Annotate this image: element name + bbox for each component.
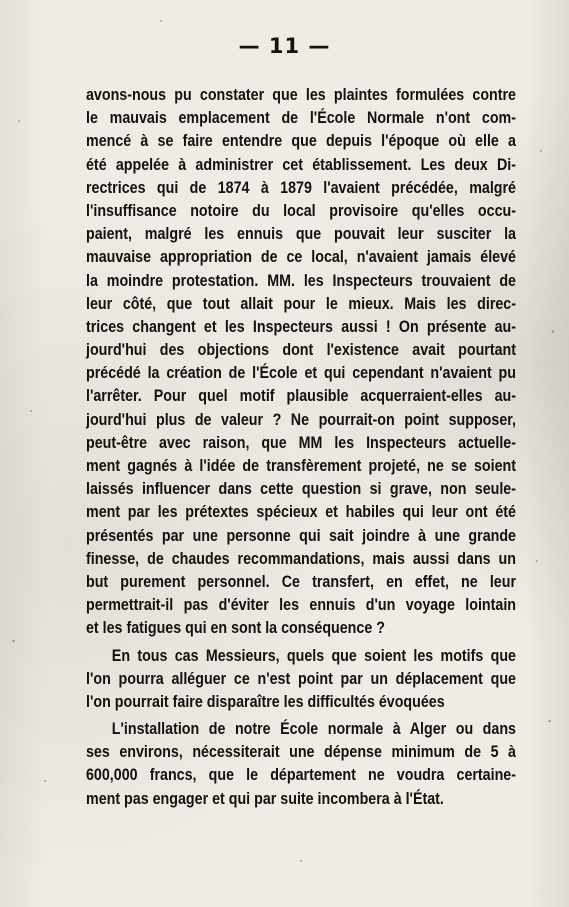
scan-speckle <box>30 410 32 412</box>
text-line: l'on pourrait faire disparaître les difficultés évoquées <box>86 691 445 711</box>
scan-speckle <box>160 20 162 22</box>
text-line: finesse, de chaudes recommandations, mais aussi dans un <box>86 548 516 568</box>
text-line: paient, malgré les ennuis que pouvait leur susciter la <box>86 224 516 244</box>
text-line: L'installation de notre École normale à Alger ou dans <box>111 719 517 739</box>
text-line: ment pas engager et qui par suite incombera à l'État. <box>86 788 444 808</box>
scan-speckle <box>12 640 15 642</box>
text-line: avons-nous pu constater que les plaintes formulées contre <box>86 85 516 104</box>
text-line: mencé à se faire entendre que depuis l'époque où elle a <box>86 131 516 151</box>
text-line: leur côté, que tout allait pour le mieux. Mais les direc- <box>86 293 516 313</box>
text-line: l'arrêter. Pour quel motif plausible acquerraient-elles au- <box>86 386 516 406</box>
text-line: ment gagnés à l'idée de transfèrement projeté, ne se soient <box>86 456 516 475</box>
scan-speckle <box>300 860 302 862</box>
scan-speckle <box>548 720 551 722</box>
text-line: permettrait-il pas d'éviter les ennuis d'un voyage lointain <box>86 595 516 615</box>
text-line: trices changent et les Inspecteurs aussi ! On présente au- <box>86 316 516 336</box>
body-text <box>86 83 516 810</box>
text-line: rectrices qui de 1874 à 1879 l'avaient précédée, malgré <box>86 177 516 197</box>
text-line: la moindre protestation. MM. les Inspecteurs trouvaient de <box>86 270 516 290</box>
text-line: le mauvais emplacement de l'École Normale n'ont com- <box>86 108 516 128</box>
text-line: et les fatigues qui en sont la conséquence ? <box>86 618 385 638</box>
text-line: présentés par une personne qui sait joindre à une grande <box>86 525 516 545</box>
text-line: ment par les prétextes spécieux et habiles qui leur ont été <box>86 502 516 522</box>
text-line: peut-être avec raison, que MM les Inspecteurs actuelle- <box>86 432 516 452</box>
page-number: — 11 — <box>238 34 331 58</box>
text-line: été appelée à administrer cet établissement. Les deux Di- <box>86 154 516 174</box>
scan-speckle <box>44 780 46 782</box>
scan-speckle <box>540 150 542 152</box>
text-line: l'insuffisance notoire du local provisoire qu'elles occu- <box>86 200 516 220</box>
text-line: laissés influencer dans cette question si grave, non seule- <box>86 479 516 499</box>
text-line: ses environs, nécessiterait une dépense minimum de 5 à <box>86 742 516 762</box>
scan-speckle <box>18 120 20 122</box>
scan-speckle <box>536 560 538 562</box>
text-line: précédé la création de l'École et qui cependant n'avaient pu <box>86 363 516 383</box>
text-line: 600,000 francs, que le département ne voudra certaine- <box>86 765 516 785</box>
text-line: but purement personnel. Ce transfert, en effet, ne leur <box>86 571 516 591</box>
scan-speckle <box>552 330 554 333</box>
text-line: mauvaise appropriation de ce local, n'avaient jamais élevé <box>86 247 516 267</box>
text-line: jourd'hui des objections dont l'existence avait pourtant <box>86 340 516 360</box>
text-line: En tous cas Messieurs, quels que soient les motifs que <box>111 645 517 665</box>
text-line: jourd'hui plus de valeur ? Ne pourrait-on point supposer, <box>86 409 516 429</box>
text-line: l'on pourra alléguer ce n'est point par un déplacement que <box>86 668 516 688</box>
